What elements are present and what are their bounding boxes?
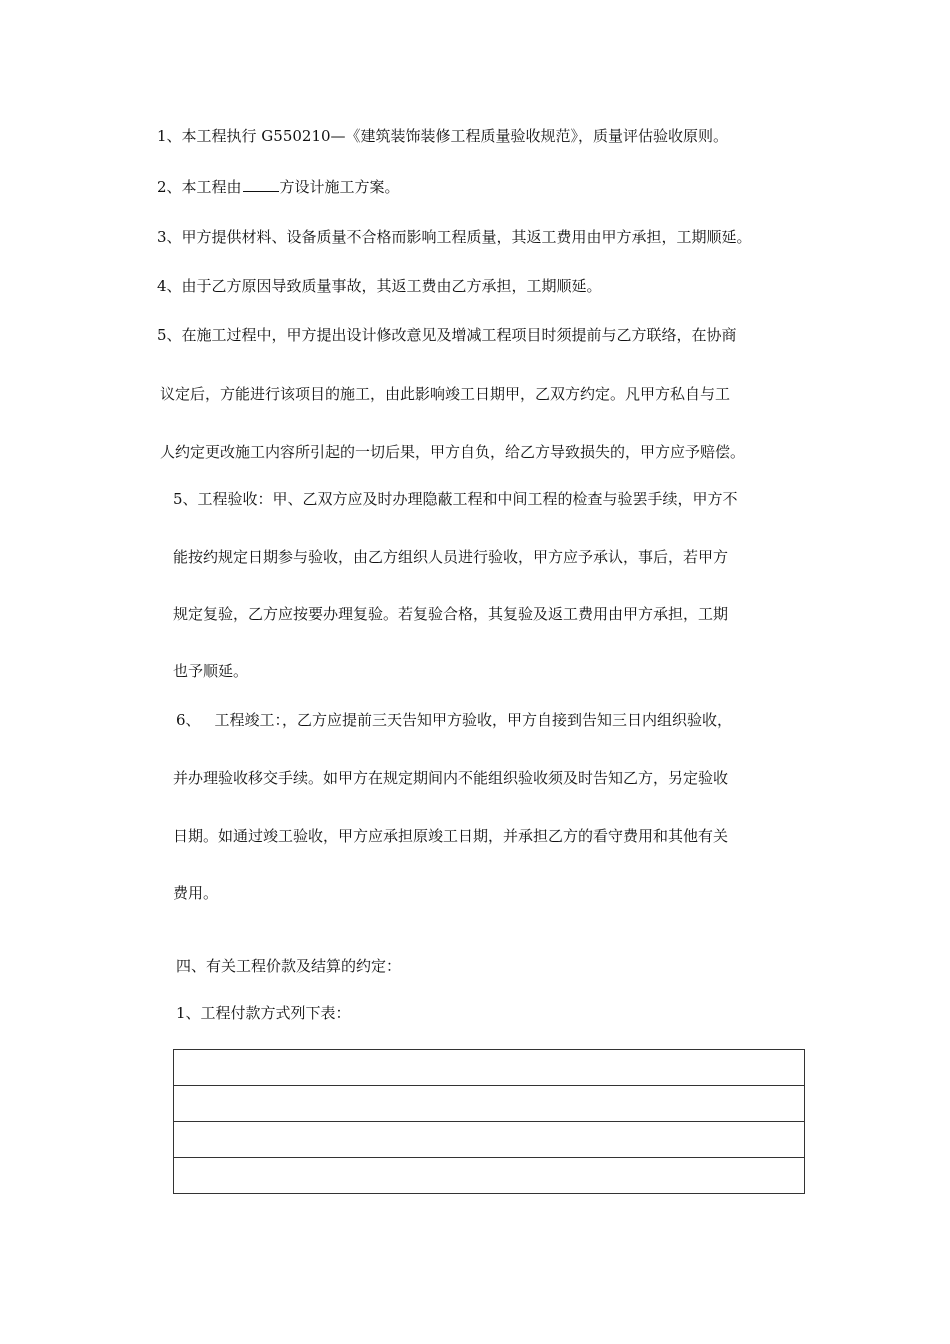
- section-4-heading: 四、有关工程价款及结算的约定：: [176, 957, 402, 975]
- clause-6-number: 6、: [176, 711, 201, 729]
- clause-2-before: 2、本工程由: [157, 178, 242, 196]
- clause-4: 4、由于乙方原因导致质量事故，其返工费由乙方承担，工期顺延。: [157, 277, 602, 295]
- clause-6-line-2: 并办理验收移交手续。如甲方在规定期间内不能组织验收须及时告知乙方，另定验收: [173, 769, 729, 787]
- clause-2-after: 方设计施工方案。: [279, 178, 400, 196]
- clause-1: 1、本工程执行 G550210—《建筑装饰装修工程质量验收规范》，质量评估验收原则。: [157, 127, 729, 145]
- table-row: [174, 1158, 805, 1194]
- clause-5b-line-3: 规定复验，乙方应按要办理复验。若复验合格，其复验及返工费用由甲方承担，工期: [173, 605, 729, 623]
- table-cell: [174, 1086, 805, 1122]
- clause-3: 3、甲方提供材料、设备质量不合格而影响工程质量，其返工费用由甲方承担，工期顺延。: [157, 228, 752, 246]
- clause-5-line-3: 人约定更改施工内容所引起的一切后果，甲方自负，给乙方导致损失的，甲方应予赔偿。: [160, 443, 746, 461]
- table-row: [174, 1050, 805, 1086]
- clause-5b-line-1: 5、工程验收：甲、乙双方应及时办理隐蔽工程和中间工程的检查与验罢手续，甲方不: [173, 490, 738, 508]
- blank-underline: [243, 177, 279, 192]
- section-4-item-1: 1、工程付款方式列下表：: [176, 1004, 351, 1022]
- clause-6-line-4: 费用。: [173, 884, 219, 902]
- clause-5-line-2: 议定后，方能进行该项目的施工，由此影响竣工日期甲，乙双方约定。凡甲方私自与工: [160, 385, 731, 403]
- clause-6-text: 工程竣工：，乙方应提前三天告知甲方验收，甲方自接到告知三日内组织验收，: [214, 711, 733, 729]
- table-cell: [174, 1122, 805, 1158]
- clause-5b-line-2: 能按约规定日期参与验收，由乙方组织人员进行验收，甲方应予承认，事后，若甲方: [173, 548, 729, 566]
- table-row: [174, 1122, 805, 1158]
- payment-table: [173, 1049, 805, 1194]
- clause-2: [157, 177, 400, 197]
- table-cell: [174, 1158, 805, 1194]
- table-row: [174, 1086, 805, 1122]
- clause-5-line-1: 5、在施工过程中，甲方提出设计修改意见及增减工程项目时须提前与乙方联络，在协商: [157, 326, 737, 344]
- clause-5b-line-4: 也予顺延。: [173, 662, 249, 680]
- clause-6-line-1: [176, 710, 732, 730]
- table-cell: [174, 1050, 805, 1086]
- clause-6-line-3: 日期。如通过竣工验收，甲方应承担原竣工日期，并承担乙方的看守费用和其他有关: [173, 827, 729, 845]
